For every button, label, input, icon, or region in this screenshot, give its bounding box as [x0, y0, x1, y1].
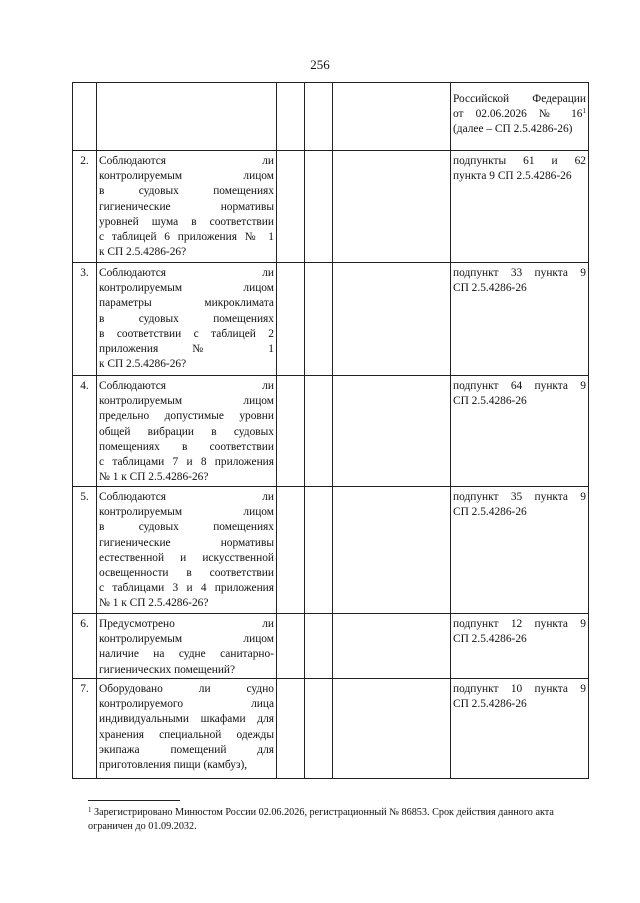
cell-yes — [277, 376, 305, 487]
reference-line: СП 2.5.4286-26 — [453, 282, 527, 295]
question-line: Соблюдаются ли — [99, 380, 274, 392]
cell-not-applicable — [333, 151, 451, 263]
question-line: контролируемым лицом — [99, 170, 274, 183]
question-line: индивидуальными шкафами для — [99, 713, 274, 726]
footnote-divider — [88, 800, 180, 801]
cell-question — [97, 679, 277, 779]
reference-line: подпункт 35 пункта 9 — [453, 491, 586, 503]
table-row — [73, 376, 589, 487]
question-line: гигиенических помещений? — [99, 663, 236, 676]
question-line: контролируемым лицом — [99, 506, 274, 519]
cell-num: 4. — [73, 376, 97, 487]
cell-reference — [451, 151, 589, 263]
table-row — [73, 263, 589, 376]
cell-not-applicable — [333, 679, 451, 779]
reference-line: СП 2.5.4286-26 — [453, 633, 527, 646]
cell-yes — [277, 83, 305, 151]
cell-no — [305, 487, 333, 614]
page-number: 256 — [310, 57, 330, 72]
question-line: гигиенические нормативы — [99, 536, 274, 549]
question-line: в судовых помещениях — [99, 185, 274, 198]
question-line: параметры микроклимата — [99, 297, 274, 310]
cell-not-applicable — [333, 614, 451, 679]
question-line: с таблицами 3 и 4 приложения — [99, 582, 274, 595]
question-line: экипажа помещений для — [99, 743, 274, 756]
cell-num: 3. — [73, 263, 97, 376]
question-line: № 1 к СП 2.5.4286-26? — [99, 471, 209, 484]
reference-line: подпункты 61 и 62 — [453, 155, 586, 167]
cell-question — [97, 151, 277, 263]
question-line: к СП 2.5.4286-26? — [99, 246, 187, 259]
cell-no — [305, 83, 333, 151]
footnote-mark: 1 — [582, 107, 586, 116]
reference-line: (далее – СП 2.5.4286-26) — [453, 123, 573, 136]
reference-line: подпункт 64 пункта 9 — [453, 380, 586, 392]
question-line: в соответствии с таблицей 2 — [99, 327, 274, 340]
cell-no — [305, 263, 333, 376]
question-line: общей вибрации в судовых — [99, 425, 274, 438]
question-line: приложения № 1 — [99, 343, 274, 356]
footnote — [88, 806, 588, 834]
cell-no — [305, 376, 333, 487]
cell-question — [97, 263, 277, 376]
cell-reference — [451, 487, 589, 614]
cell-question — [97, 614, 277, 679]
cell-reference — [451, 376, 589, 487]
table-row — [73, 614, 589, 679]
question-line: Предусмотрено ли — [99, 618, 274, 630]
cell-no — [305, 151, 333, 263]
question-line: предельно допустимые уровни — [99, 410, 274, 423]
question-line: контролируемым лицом — [99, 633, 274, 646]
table-row — [73, 151, 589, 263]
cell-reference — [451, 679, 589, 779]
reference-line: СП 2.5.4286-26 — [453, 698, 527, 711]
question-line: контролируемым лицом — [99, 282, 274, 295]
cell-not-applicable — [333, 83, 451, 151]
table-row — [73, 679, 589, 779]
reference-line: подпункт 33 пункта 9 — [453, 267, 586, 279]
cell-no — [305, 614, 333, 679]
question-line: в судовых помещениях — [99, 312, 274, 325]
question-line: гигиенические нормативы — [99, 200, 274, 213]
reference-line: от 02.06.2026 № $16^1$ — [453, 107, 586, 121]
reference-line: подпункт 12 пункта 9 — [453, 618, 586, 630]
cell-no — [305, 679, 333, 779]
footnote-text: Зарегистрировано Минюстом России 02.06.2026, регистрационный № 86853. Срок действия данного акта ограничен до 01.09.2032. — [88, 807, 554, 832]
question-line: наличие на судне санитарно- — [99, 648, 274, 661]
cell-num — [73, 83, 97, 151]
question-line: помещениях в соответствии — [99, 440, 274, 453]
question-line: к СП 2.5.4286-26? — [99, 358, 187, 371]
reference-line: пункта 9 СП 2.5.4286-26 — [453, 170, 572, 183]
cell-question — [97, 83, 277, 151]
reference-line: Российской Федерации — [453, 93, 586, 105]
cell-num: 6. — [73, 614, 97, 679]
question-line: № 1 к СП 2.5.4286-26? — [99, 597, 209, 610]
question-line: в судовых помещениях — [99, 521, 274, 534]
cell-question — [97, 487, 277, 614]
cell-yes — [277, 614, 305, 679]
question-line: Соблюдаются ли — [99, 267, 274, 279]
cell-yes — [277, 263, 305, 376]
cell-reference — [451, 83, 589, 151]
cell-num: 7. — [73, 679, 97, 779]
reference-line: СП 2.5.4286-26 — [453, 395, 527, 408]
cell-num: 5. — [73, 487, 97, 614]
question-line: естественной и искусственной — [99, 551, 274, 564]
cell-reference — [451, 263, 589, 376]
table-row — [73, 487, 589, 614]
cell-reference — [451, 614, 589, 679]
cell-question — [97, 376, 277, 487]
question-line: Соблюдаются ли — [99, 155, 274, 167]
reference-line: СП 2.5.4286-26 — [453, 506, 527, 519]
table-row-header-continuation — [73, 83, 589, 151]
question-line: контролируемого лица — [99, 698, 274, 711]
question-line: с таблицей 6 приложения № 1 — [99, 231, 274, 244]
cell-not-applicable — [333, 487, 451, 614]
cell-not-applicable — [333, 376, 451, 487]
cell-yes — [277, 487, 305, 614]
question-line: хранения специальной одежды — [99, 728, 274, 741]
question-line: Соблюдаются ли — [99, 491, 274, 503]
question-line: с таблицами 7 и 8 приложения — [99, 456, 274, 469]
reference-line: подпункт 10 пункта 9 — [453, 683, 586, 695]
cell-yes — [277, 151, 305, 263]
question-line: Оборудовано ли судно — [99, 683, 274, 695]
checklist-table — [72, 82, 589, 779]
question-line: освещенности в соответствии — [99, 567, 274, 580]
question-line: приготовления пищи (камбуз), — [99, 759, 248, 772]
cell-not-applicable — [333, 263, 451, 376]
cell-num: 2. — [73, 151, 97, 263]
question-line: уровней шума в соответствии — [99, 215, 274, 228]
cell-yes — [277, 679, 305, 779]
question-line: контролируемым лицом — [99, 395, 274, 408]
footnote-mark: 1 — [88, 806, 92, 814]
